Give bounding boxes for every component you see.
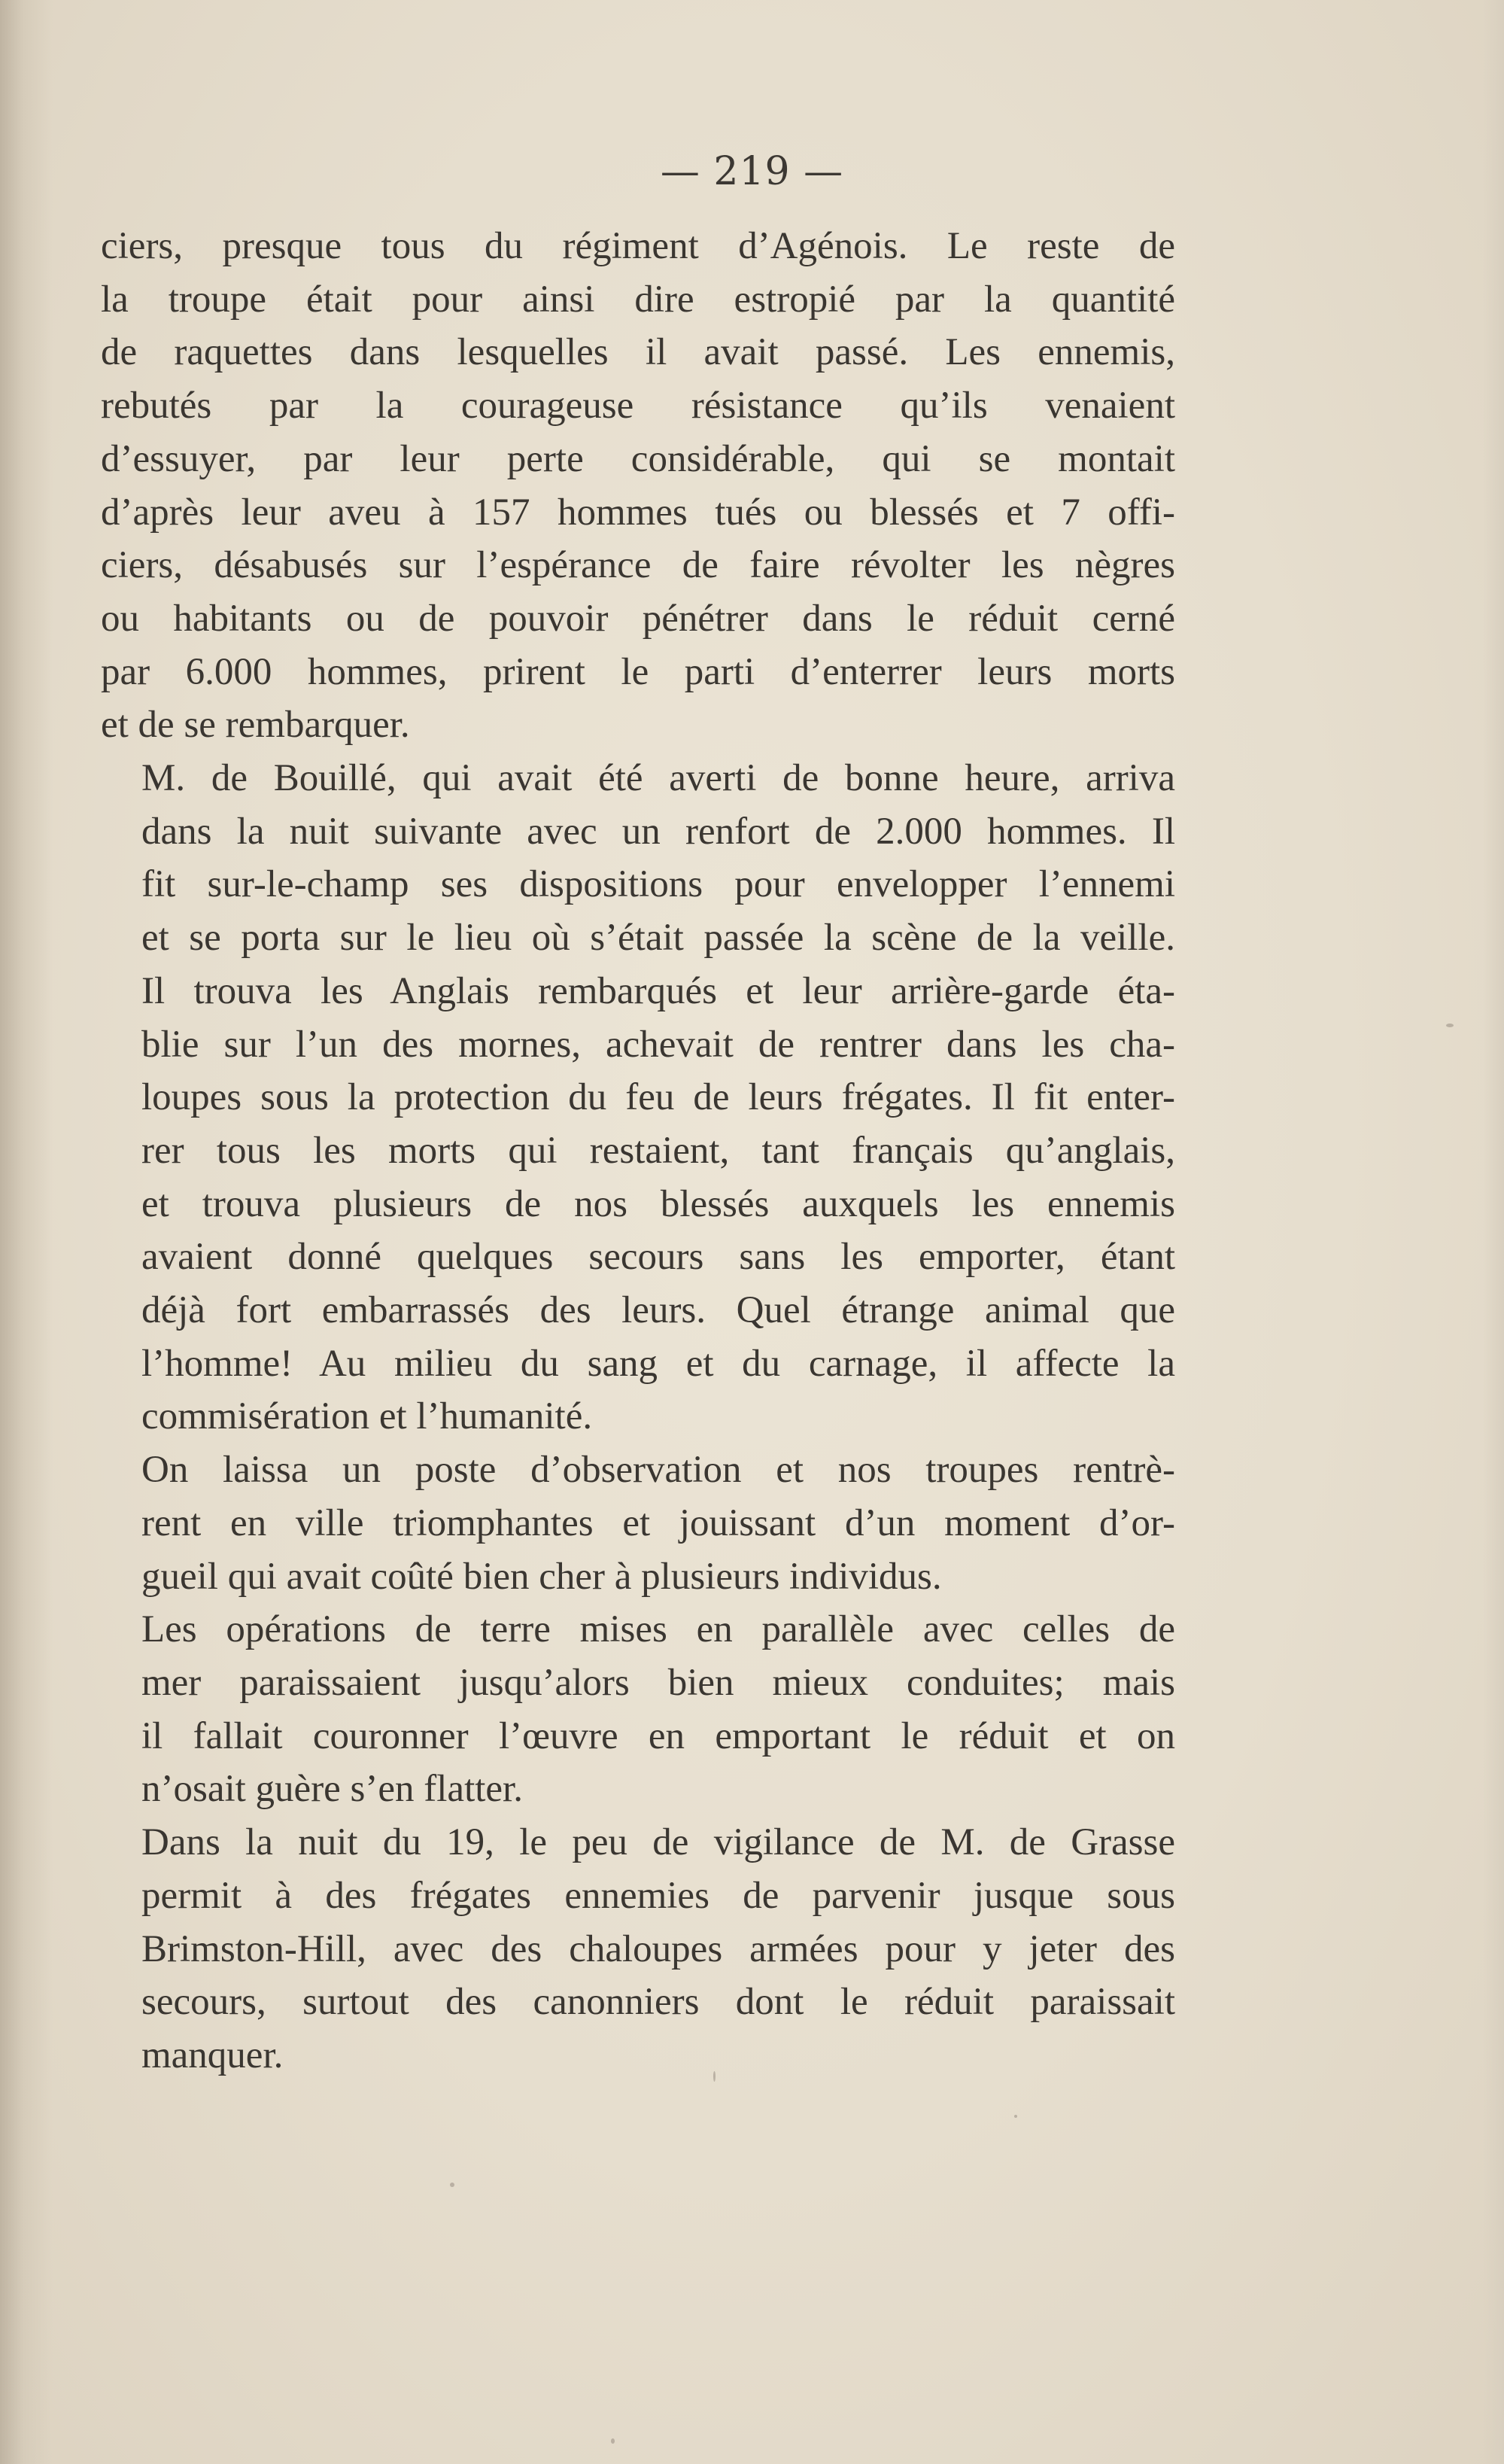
paper-speck	[713, 2071, 716, 2082]
text-line: Brimston-Hill, avec des chaloupes armées pour y jeter des	[141, 1927, 1175, 1970]
text-line: permit à des frégates ennemies de parvenir jusque sous	[141, 1874, 1175, 1917]
text-line: ou habitants ou de pouvoir pénétrer dans le réduit cerné	[101, 597, 1175, 640]
text-line: mer paraissaient jusqu’alors bien mieux conduites; mais	[141, 1661, 1175, 1704]
text-line: Les opérations de terre mises en parallèle avec celles de	[141, 1608, 1175, 1651]
text-line: ciers, presque tous du régiment d’Agénois. Le reste de	[101, 225, 1175, 267]
paper-speck	[1446, 1024, 1454, 1027]
paragraph	[101, 1443, 1175, 1603]
text-line: l’homme! Au milieu du sang et du carnage, il affecte la	[141, 1342, 1175, 1385]
text-line: déjà fort embarrassés des leurs. Quel étrange animal que	[141, 1289, 1175, 1332]
text-line: rer tous les morts qui restaient, tant français qu’anglais,	[141, 1129, 1175, 1172]
text-line: de raquettes dans lesquelles il avait passé. Les ennemis,	[101, 331, 1175, 374]
text-line: d’après leur aveu à 157 hommes tués ou blessés et 7 offi-	[101, 491, 1175, 534]
body-text	[101, 220, 1175, 2082]
text-line: la troupe était pour ainsi dire estropié par la quantité	[101, 278, 1175, 321]
text-line: commisération et l’humanité.	[141, 1395, 593, 1438]
text-line: et trouva plusieurs de nos blessés auxquels les ennemis	[141, 1182, 1175, 1225]
text-line: fit sur-le-champ ses dispositions pour envelopper l’ennemi	[141, 863, 1175, 906]
paragraph	[101, 752, 1175, 1443]
text-line: rebutés par la courageuse résistance qu’ils venaient	[101, 385, 1175, 427]
text-line: On laissa un poste d’observation et nos troupes rentrè-	[141, 1449, 1175, 1492]
text-line: et se porta sur le lieu où s’était passée la scène de la veille.	[141, 917, 1175, 960]
text-line: ciers, désabusés sur l’espérance de faire révolter les nègres	[101, 544, 1175, 587]
text-line: rent en ville triomphantes et jouissant d’un moment d’or-	[141, 1501, 1175, 1544]
paper-speck	[1014, 2115, 1017, 2118]
text-line: loupes sous la protection du feu de leurs frégates. Il fit enter-	[141, 1076, 1175, 1119]
text-line: dans la nuit suivante avec un renfort de 2.000 hommes. Il	[141, 810, 1175, 853]
text-line: n’osait guère s’en flatter.	[141, 1768, 523, 1811]
page-edge	[1483, 0, 1504, 2464]
page-number: — 219 —	[660, 149, 844, 194]
text-line: par 6.000 hommes, prirent le parti d’enterrer leurs morts	[101, 650, 1175, 693]
text-line: avaient donné quelques secours sans les emporter, étant	[141, 1236, 1175, 1279]
text-line: il fallait couronner l’œuvre en emportant le réduit et on	[141, 1714, 1175, 1757]
text-line: Il trouva les Anglais rembarqués et leur arrière-garde éta-	[141, 969, 1175, 1012]
text-line: manquer.	[141, 2034, 284, 2076]
paragraph	[101, 1603, 1175, 1816]
text-line: gueil qui avait coûté bien cher à plusieurs individus.	[141, 1555, 942, 1598]
binding-shadow	[0, 0, 53, 2464]
text-line: d’essuyer, par leur perte considérable, qui se montait	[101, 437, 1175, 480]
text-line: et de se rembarquer.	[101, 704, 410, 747]
text-line: secours, surtout des canonniers dont le réduit paraissait	[141, 1981, 1175, 2024]
paragraph	[101, 220, 1175, 752]
text-line: M. de Bouillé, qui avait été averti de bonne heure, arriva	[141, 757, 1175, 800]
paper-speck	[611, 2438, 615, 2444]
paper-speck	[450, 2183, 454, 2187]
text-line: blie sur l’un des mornes, achevait de rentrer dans les cha-	[141, 1023, 1175, 1066]
paragraph	[101, 1816, 1175, 2082]
text-line: Dans la nuit du 19, le peu de vigilance de M. de Grasse	[141, 1821, 1175, 1864]
